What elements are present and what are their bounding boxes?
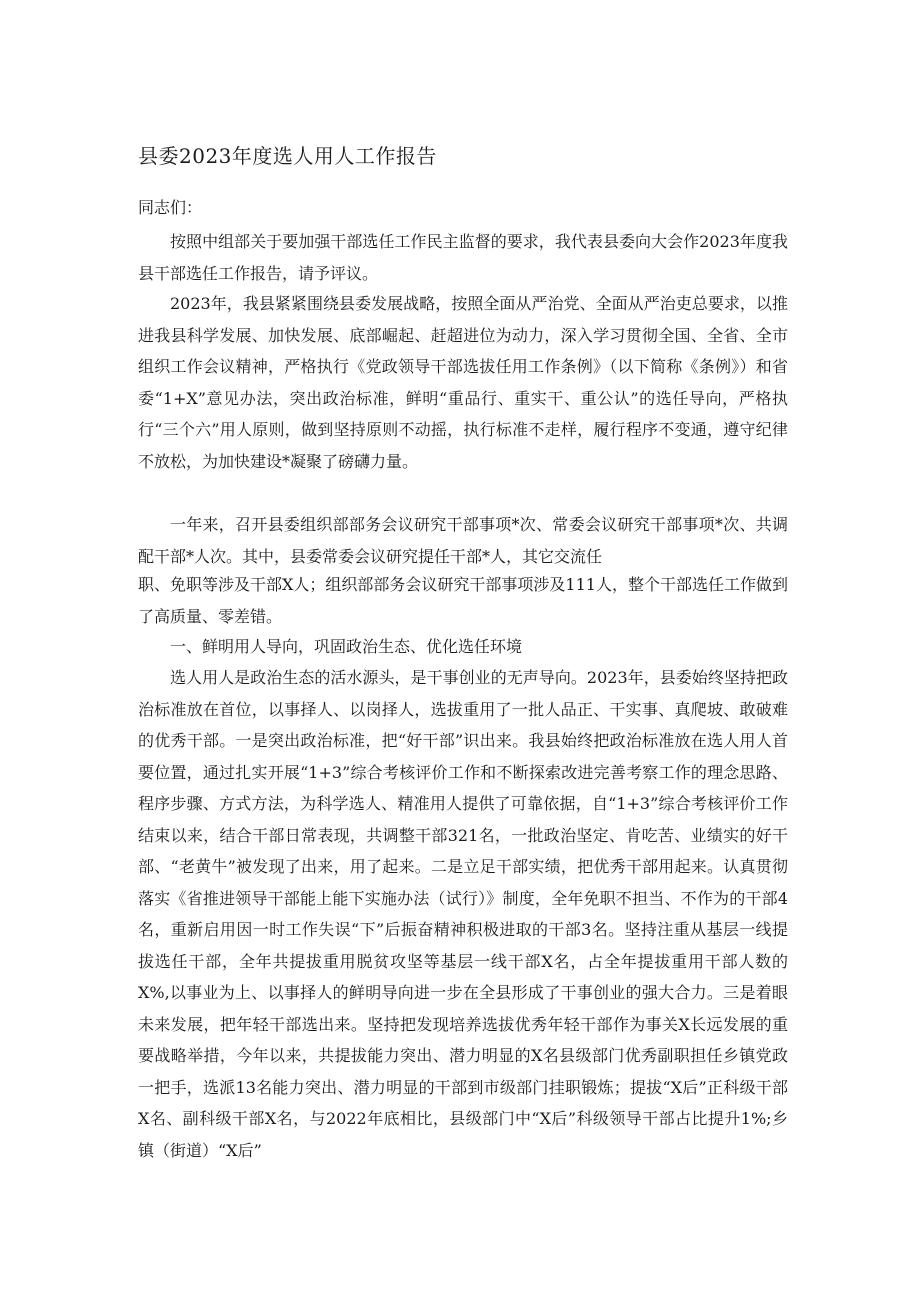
overview-paragraph: 2023年，我县紧紧围绕县委发展战略，按照全面从严治党、全面从严治吏总要求，以推进我县科学发展、加快发展、底部崛起、赶超进位为动力，深入学习贯彻全国、全省、全市组织工作会议精神，严格执行《党政领导干部选拔任用工作条例》（以下简称《条例》）和省委“1+X”意见办法，突出政治标准，鲜明“重品行、重实干、重公认”的选任导向，严格执行“三个六”用人原则，做到坚持原则不动摇，执行标准不走样，履行程序不变通，遵守纪律不放松，为加快建设*凝聚了磅礴力量。 (138, 294, 788, 471)
section-body-paragraph: 选人用人是政治生态的活水源头，是干事创业的无声导向。2023年，县委始终坚持把政治标准放在首位，以事择人、以岗择人，选拔重用了一批人品正、干实事、真爬坡、敢破难的优秀干部。一是突出政治标准，把“好干部”识出来。我县始终把政治标准放在选人用人首要位置，通过扎实开展“1+3”综合考核评价工作和不断探索改进完善考察工作的理念思路、程序步骤、方式方法，为科学选人、精准用人提供了可靠依据，自“1+3”综合考核评价工作结束以来，结合干部日常表现，共调整干部321名，一批政治坚定、肯吃苦、业绩实的好干部、“老黄牛”被发现了出来，用了起来。二是立足干部实绩，把优秀干部用起来。认真贯彻落实《省推进领导干部能上能下实施办法（试行）》制度，全年免职不担当、不作为的干部4名，重新启用因一时工作失误“下”后振奋精神积极进取的干部3名。坚持注重从基层一线提拔选任干部，全年共提拔重用脱贫攻坚等基层一线干部X名，占全年提拔重用干部人数的X%,以事业为上、以事择人的鲜明导向进一步在全县形成了干事创业的强大合力。三是着眼未来发展，把年轻干部选出来。坚持把发现培养选拔优秀年轻干部作为事关X长远发展的重要战略举措，今年以来，共提拔能力突出、潜力明显的X名县级部门优秀副职担任乡镇党政一把手，选派13名能力突出、潜力明显的干部到市级部门挂职锻炼；提拔“X后”正科级干部X名、副科级干部X名，与2022年底相比，县级部门中“X后”科级领导干部占比提升1%;乡镇（街道）“X后” (138, 668, 788, 1160)
summary-continued-paragraph: 职、免职等涉及干部X人；组织部部务会议研究干部事项涉及111人，整个干部选任工作做到了高质量、零差错。 (138, 575, 788, 626)
document-title: 县委2023年度选人用人工作报告 (138, 144, 437, 168)
summary-paragraph: 一年来，召开县委组织部部务会议研究干部事项*次、常委会议研究干部事项*次、共调配干部*人次。其中，县委常委会议研究提任干部*人，其它交流任 (138, 515, 788, 566)
section-heading: 一、鲜明用人导向，巩固政治生态、优化选任环境 (170, 637, 523, 656)
salutation: 同志们： (138, 198, 203, 217)
intro-paragraph: 按照中组部关于要加强干部选任工作民主监督的要求，我代表县委向大会作2023年度我县干部选任工作报告，请予评议。 (138, 232, 788, 283)
